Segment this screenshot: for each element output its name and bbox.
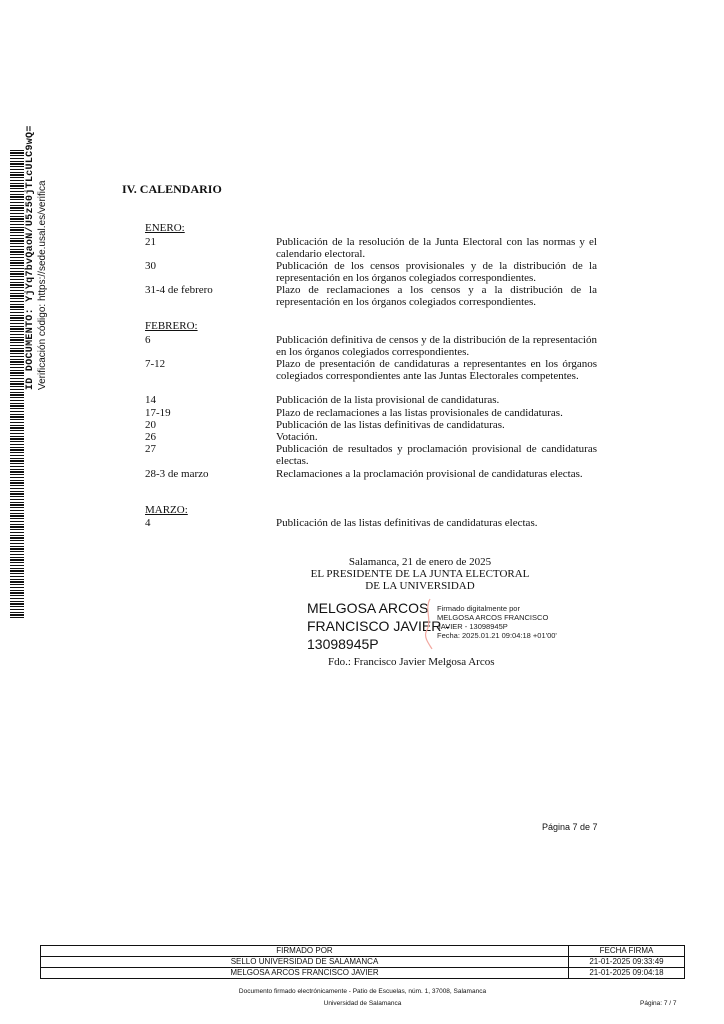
header-signature-date: FECHA FIRMA <box>569 946 685 957</box>
table-row <box>41 957 685 968</box>
table-row <box>41 968 685 979</box>
table-header-row <box>41 946 685 957</box>
barcode <box>10 150 24 620</box>
signature-place-date: Salamanca, 21 de enero de 2025 <box>348 556 492 568</box>
footer-address: Documento firmado electrónicamente - Patio de Escuelas, núm. 1, 37008, Salamanca <box>238 988 487 995</box>
date-cell: 21-01-2025 09:33:49 <box>569 957 685 968</box>
section-heading: IV. CALENDARIO <box>122 182 222 196</box>
signature-role-line1: EL PRESIDENTE DE LA JUNTA ELECTORAL <box>310 568 530 580</box>
signer-cell: SELLO UNIVERSIDAD DE SALAMANCA <box>41 957 569 968</box>
header-signed-by: FIRMADO POR <box>41 946 569 957</box>
signature-stroke-icon <box>422 598 434 650</box>
digital-signature-name: MELGOSA ARCOS FRANCISCO JAVIER - 13098945P <box>307 600 450 652</box>
signer-printed-name: Fdo.: Francisco Javier Melgosa Arcos <box>328 656 495 668</box>
month-label-marzo: MARZO: <box>145 504 188 516</box>
footer-institution: Universidad de Salamanca <box>323 1000 402 1007</box>
page-number: Página 7 de 7 <box>542 822 598 832</box>
digital-signature-details: Firmado digitalmente por MELGOSA ARCOS FRANCISCO JAVIER - 13098945P Fecha: 2025.01.21 09:04:18 +01'00' <box>437 604 557 640</box>
month-label-enero: ENERO: <box>145 222 185 234</box>
verification-strip <box>10 125 50 620</box>
signature-table <box>40 945 685 979</box>
signature-role-line2: DE LA UNIVERSIDAD <box>365 580 475 592</box>
verification-code-text: Verificación código: https://sede.usal.es/verifica <box>37 180 48 390</box>
month-label-febrero: FEBRERO: <box>145 320 198 332</box>
signer-cell: MELGOSA ARCOS FRANCISCO JAVIER <box>41 968 569 979</box>
footer-page: Página: 7 / 7 <box>640 1000 677 1007</box>
date-cell: 21-01-2025 09:04:18 <box>569 968 685 979</box>
document-id: ID DOCUMENTO: YjYq7bvQaoN/U5z50jTLcULC9wQ= <box>25 125 36 390</box>
